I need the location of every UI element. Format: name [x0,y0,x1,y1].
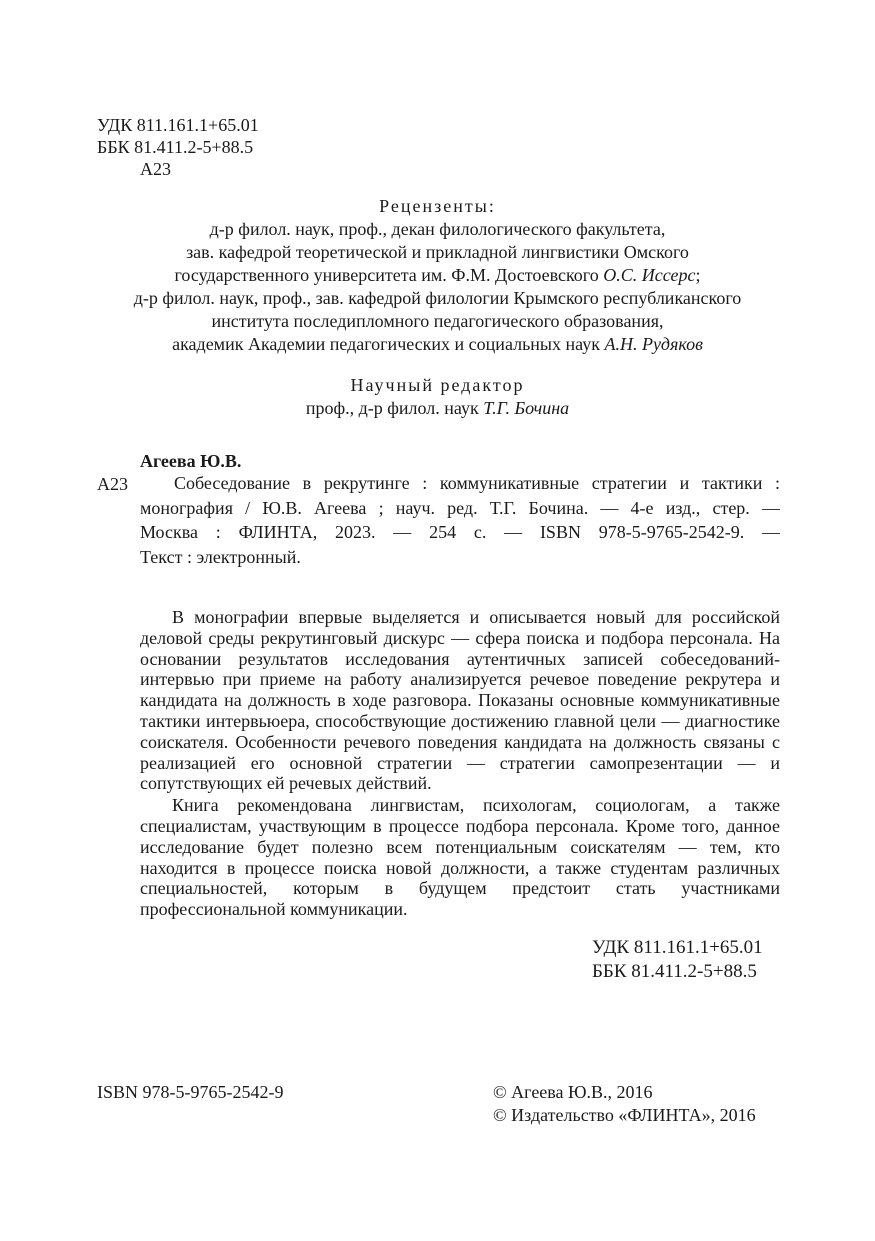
catalog-author: Агеева Ю.В. [140,451,242,471]
reviewer-2-line-1: д-р филол. наук, проф., зав. кафедрой филологии Крымского республиканского [133,288,742,308]
header-code: А23 [140,159,171,179]
abstract-paragraph-2: Книга рекомендована лингвистам, психологам, социологам, а также специалистам, участвующим в процессе подбора персонала. Кроме того, данное исследование будет полезно всем потенциальным соискателям — тем, кто находится в процессе поиска новой должности, а также студентам различных специальностей, которым в будущем предстоит стать участниками профессиональной коммуникации. [140,795,780,920]
reviewer-2-name: А.Н. Рудяков [604,334,703,354]
footer-isbn: ISBN 978-5-9765-2542-9 [97,1082,284,1102]
abstract-paragraph-1: В монографии впервые выделяется и описывается новый для российской деловой среды рекрутинговый дискурс — сфера поиска и подбора персонала. На основании результатов исследования аутентичных записей собеседований-интервью при приеме на работу анализируется речевое поведение рекрутера и кандидата на должность в ходе разговора. Показаны основные коммуникативные тактики интервьюера, способствующие достижению главной цели — диагностике соискателя. Особенности речевого поведения кандидата на должность связаны с реализацией его основной стратегии — стратегии самопрезентации — и сопутствующих ей речевых действий. [140,607,780,794]
catalog-line-1: Собеседование в рекрутинге : коммуникативные стратегии и тактики : [174,473,780,493]
editor-degree: проф., д-р филол. наук [305,398,479,418]
reviewer-1-line-2: зав. кафедрой теоретической и прикладной лингвистики Омского [186,242,689,262]
catalog-description [140,471,780,569]
reviewer-2-line-2: института последипломного педагогического образования, [211,311,664,331]
reviewer-2-line-3 [0,333,875,356]
classification-bbk: ББК 81.411.2-5+88.5 [592,961,757,982]
reviewer-1-line-1: д-р филол. наук, проф., декан филологического факультета, [209,219,666,239]
header-bbk: ББК 81.411.2-5+88.5 [97,137,254,157]
catalog-line-4: Текст : электронный. [140,546,301,567]
reviewer-1-separator: ; [695,265,701,285]
abstract [140,607,780,920]
catalog-code: А23 [97,474,128,494]
reviewer-1-affiliation: государственного университета им. Ф.М. Достоевского [174,265,599,285]
reviewers-section [0,195,875,356]
header-udk: УДК 811.161.1+65.01 [97,115,259,135]
catalog-line-2: монография / Ю.В. Агеева ; науч. ред. Т.Г. Бочина. — 4-е изд., стер. — [140,497,780,518]
footer-copyright-publisher: © Издательство «ФЛИНТА», 2016 [493,1105,756,1125]
footer-copyright-author: © Агеева Ю.В., 2016 [493,1082,653,1102]
catalog-line-3: Москва : ФЛИНТА, 2023. — 254 с. — ISBN 978-5-9765-2542-9. — [140,522,780,542]
reviewer-2-title: академик Академии педагогических и социальных наук [172,334,600,354]
editor-line [0,397,875,420]
reviewer-1-name: О.С. Иссерс [603,265,696,285]
reviewer-1-line-3 [0,264,875,287]
reviewers-title: Рецензенты: [379,196,496,216]
classification-udk: УДК 811.161.1+65.01 [592,937,763,958]
editor-title: Научный редактор [350,375,525,395]
editor-name: Т.Г. Бочина [483,398,570,418]
editor-section [0,374,875,420]
